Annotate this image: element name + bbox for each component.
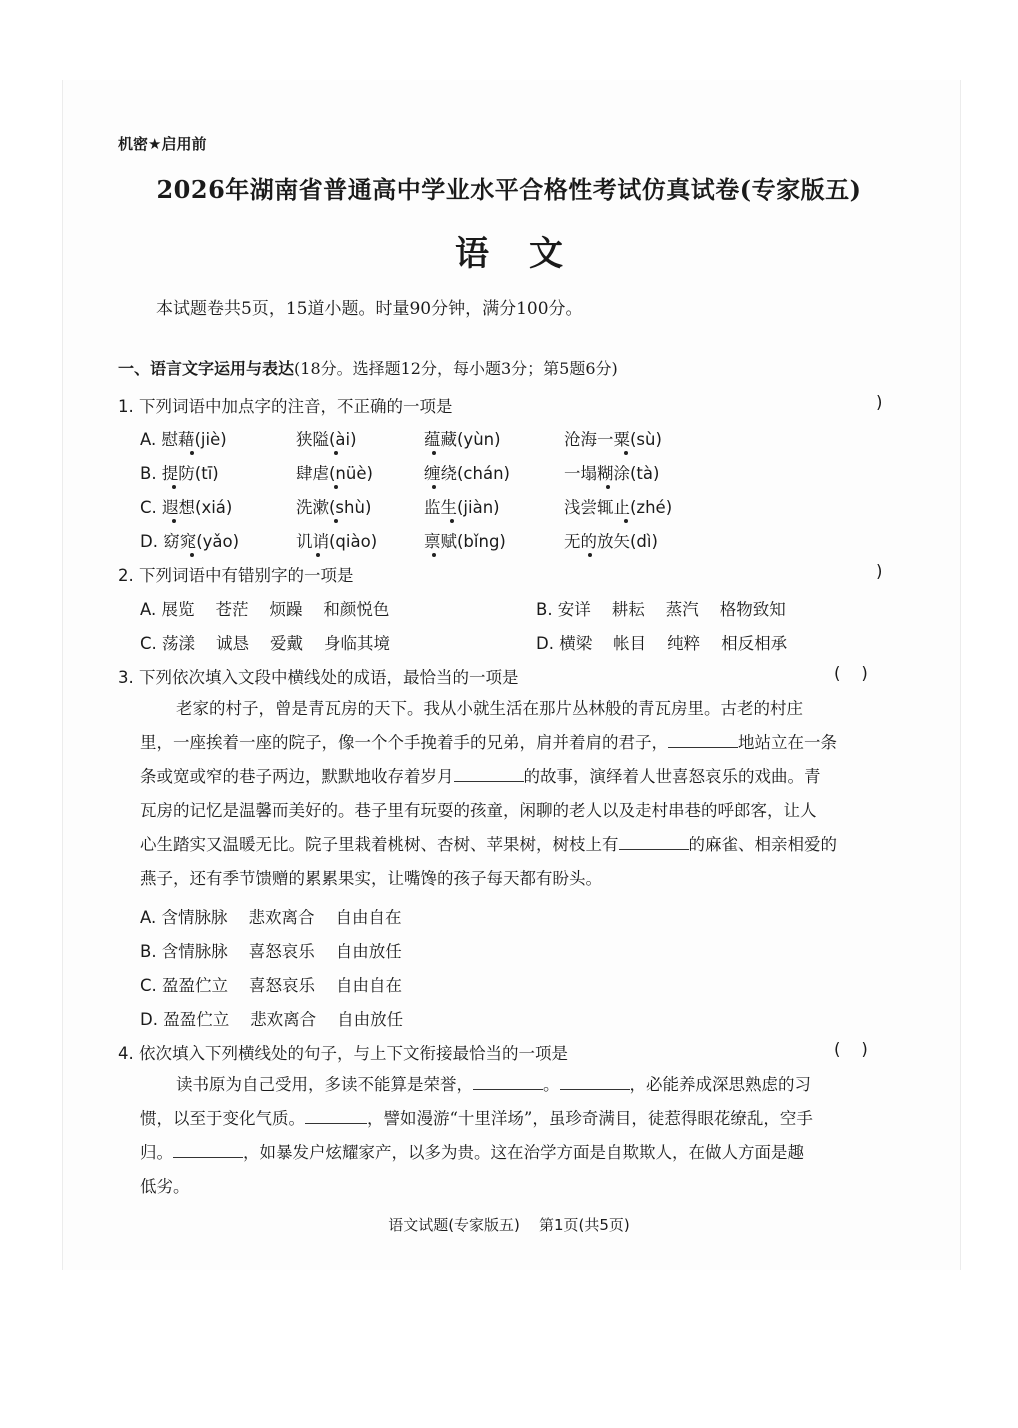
fill-blank[interactable] — [619, 835, 689, 850]
emphasis-dot — [172, 519, 176, 523]
q1-d-4: 无的放矢(dì) — [564, 532, 658, 551]
exam-title: 2026年湖南省普通高中学业水平合格性考试仿真试卷(专家版五) — [156, 175, 862, 204]
q1-a-1: A. 慰藉(jiè) — [140, 430, 227, 449]
emphasis-dot — [624, 519, 628, 523]
q1-a-2: 狭隘(ài) — [296, 430, 357, 449]
q1-b-4: 一塌糊涂(tà) — [564, 464, 660, 483]
q4-passage-text: ，如暴发户炫耀家产，以多为贵。这在治学方面是自欺欺人，在做人方面是趣 — [243, 1143, 804, 1162]
q3-passage-text: 的故事，演绎着人世喜怒哀乐的戏曲。青 — [523, 767, 821, 786]
exam-intro: 本试题卷共5页，15道小题。时量90分钟，满分100分。 — [156, 299, 583, 319]
q1-stem: 1. 下列词语中加点字的注音，不正确的一项是 — [118, 397, 453, 416]
q1-c-3: 监生(jiàn) — [424, 498, 500, 517]
q3-answer-paren: ( ) — [834, 664, 868, 683]
q3-passage-line-2 — [140, 726, 837, 760]
emphasis-dot — [432, 451, 436, 455]
q4-passage-text: ，譬如漫游“十里洋场”，虽珍奇满目，徒惹得眼花缭乱，空手 — [367, 1109, 813, 1128]
q1-c-2: 洗漱(shù) — [296, 498, 372, 517]
q2-option-c: C. 荡漾 诚恳 爱戴 身临其境 — [140, 634, 390, 653]
fill-blank[interactable] — [454, 767, 524, 782]
fill-blank[interactable] — [560, 1075, 630, 1090]
fill-blank[interactable] — [473, 1075, 543, 1090]
emphasis-dot — [334, 485, 338, 489]
q3-passage-text: 心生踏实又温暖无比。院子里栽着桃树、杏树、苹果树，树枝上有 — [140, 835, 619, 854]
emphasis-dot — [190, 553, 194, 557]
q3-option-d: D. 盈盈伫立 悲欢离合 自由放任 — [140, 1010, 404, 1029]
q3-passage-line-1: 老家的村子，曾是青瓦房的天下。我从小就生活在那片丛林般的青瓦房里。古老的村庄 — [176, 699, 803, 718]
q2-answer-paren: ) — [876, 562, 883, 581]
q1-b-3: 缠绕(chán) — [424, 464, 510, 483]
emphasis-dot — [316, 553, 320, 557]
q4-passage-line-3 — [140, 1136, 804, 1170]
q3-passage-line-4: 瓦房的记忆是温馨而美好的。巷子里有玩耍的孩童，闲聊的老人以及走村串巷的呼郎客，让人 — [140, 801, 817, 820]
emphasis-dot — [172, 485, 176, 489]
q3-passage-text: 的麻雀、相亲相爱的 — [688, 835, 837, 854]
q3-passage-text: 地站立在一条 — [738, 733, 837, 752]
emphasis-dot — [624, 451, 628, 455]
emphasis-dot — [334, 451, 338, 455]
q3-passage-text: 里，一座挨着一座的院子，像一个个手挽着手的兄弟，肩并着肩的君子， — [140, 733, 668, 752]
q1-answer-paren: ) — [876, 393, 883, 412]
q4-passage-text: 归。 — [140, 1143, 173, 1162]
q4-passage-line-1 — [176, 1068, 811, 1102]
q4-passage-text: 读书原为自己受用，多读不能算是荣誉， — [176, 1075, 473, 1094]
emphasis-dot — [432, 553, 436, 557]
q4-answer-paren: ( ) — [834, 1040, 868, 1059]
q4-stem: 4. 依次填入下列横线处的句子，与上下文衔接最恰当的一项是 — [118, 1044, 568, 1063]
q3-passage-text: 条或宽或窄的巷子两边，默默地收存着岁月 — [140, 767, 454, 786]
q1-c-1: C. 遐想(xiá) — [140, 498, 233, 517]
confidential-mark: 机密★启用前 — [118, 135, 207, 153]
emphasis-dot — [450, 519, 454, 523]
q2-stem: 2. 下列词语中有错别字的一项是 — [118, 566, 354, 585]
q3-passage-line-5 — [140, 828, 837, 862]
q3-option-a: A. 含情脉脉 悲欢离合 自由自在 — [140, 908, 402, 927]
page-footer: 语文试题(专家版五) 第1页(共5页) — [388, 1216, 630, 1234]
fill-blank[interactable] — [305, 1109, 367, 1124]
section-1-title: 一、语言文字运用与表达 — [118, 359, 295, 378]
q4-passage-text: 。 — [543, 1075, 560, 1094]
q2-option-b: B. 安详 耕耘 蒸汽 格物致知 — [536, 600, 786, 619]
section-1-note: (18分。选择题12分，每小题3分；第5题6分) — [294, 359, 618, 378]
q3-option-c: C. 盈盈伫立 喜怒哀乐 自由自在 — [140, 976, 402, 995]
q4-passage-line-4: 低劣。 — [140, 1177, 190, 1196]
q2-option-d: D. 横梁 帐目 纯粹 相反相承 — [536, 634, 788, 653]
q1-d-3: 禀赋(bǐng) — [424, 532, 506, 551]
q1-b-1: B. 提防(tī) — [140, 464, 219, 483]
emphasis-dot — [606, 485, 610, 489]
q3-passage-line-3 — [140, 760, 821, 794]
section-1-heading — [118, 356, 618, 379]
q4-passage-text: ，必能养成深思熟虑的习 — [629, 1075, 811, 1094]
emphasis-dot — [334, 519, 338, 523]
emphasis-dot — [190, 451, 194, 455]
q3-passage-line-6: 燕子，还有季节馈赠的累累果实，让嘴馋的孩子每天都有盼头。 — [140, 869, 602, 888]
fill-blank[interactable] — [173, 1143, 243, 1158]
q2-option-a: A. 展览 苍茫 烦躁 和颜悦色 — [140, 600, 390, 619]
emphasis-dot — [432, 485, 436, 489]
fill-blank[interactable] — [668, 733, 738, 748]
q3-stem: 3. 下列依次填入文段中横线处的成语，最恰当的一项是 — [118, 668, 519, 687]
q1-d-1: D. 窈窕(yǎo) — [140, 532, 240, 551]
q3-option-b: B. 含情脉脉 喜怒哀乐 自由放任 — [140, 942, 402, 961]
subject-title: 语文 — [455, 234, 603, 274]
q1-a-4: 沧海一粟(sù) — [564, 430, 662, 449]
q1-c-4: 浅尝辄止(zhé) — [564, 498, 673, 517]
q4-passage-line-2 — [140, 1102, 813, 1136]
q1-b-2: 肆虐(nüè) — [296, 464, 373, 483]
q4-passage-text: 惯，以至于变化气质。 — [140, 1109, 305, 1128]
q1-d-2: 讥诮(qiào) — [296, 532, 378, 551]
q1-a-3: 蕴藏(yùn) — [424, 430, 501, 449]
emphasis-dot — [588, 553, 592, 557]
